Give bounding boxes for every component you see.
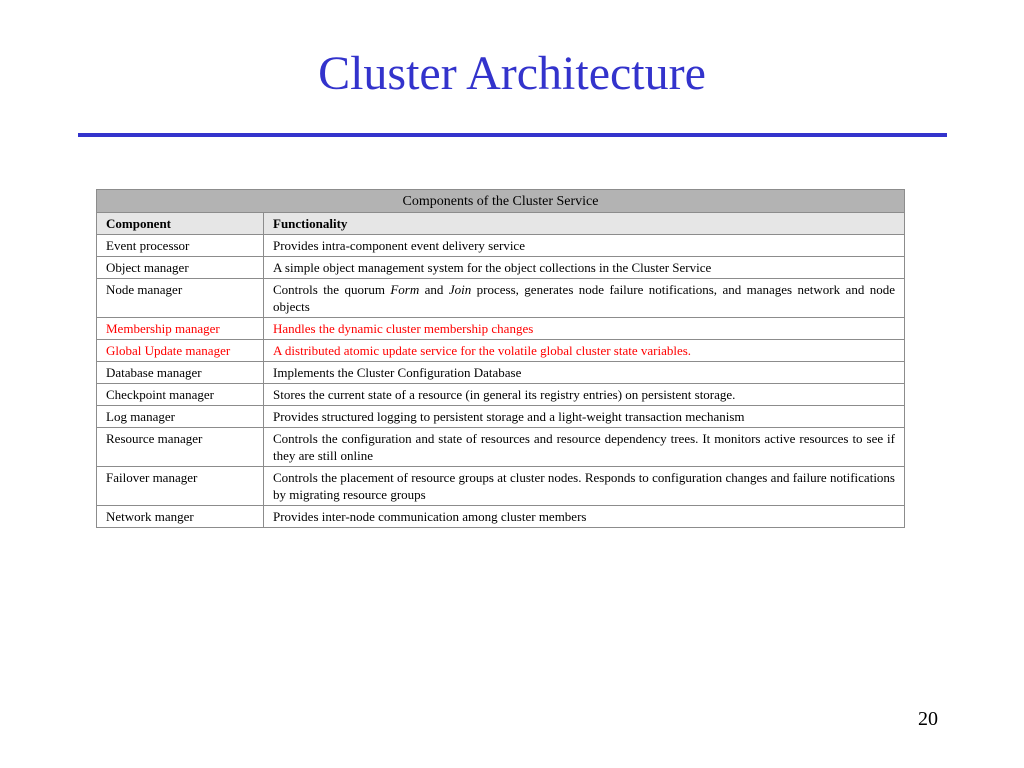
table-row bbox=[97, 257, 905, 279]
functionality-text: process, generates node failure notifications, and manages network and node objects bbox=[273, 282, 895, 314]
column-header-functionality: Functionality bbox=[264, 213, 905, 235]
functionality-cell: Controls the configuration and state of resources and resource dependency trees. It monitors active resources to see if they are still online bbox=[264, 428, 905, 467]
functionality-cell: A simple object management system for the object collections in the Cluster Service bbox=[264, 257, 905, 279]
table-row bbox=[97, 506, 905, 528]
component-cell: Database manager bbox=[97, 362, 264, 384]
component-cell: Event processor bbox=[97, 235, 264, 257]
functionality-cell: Stores the current state of a resource (in general its registry entries) on persistent storage. bbox=[264, 384, 905, 406]
component-cell: Resource manager bbox=[97, 428, 264, 467]
functionality-text: and bbox=[419, 282, 449, 297]
component-cell: Node manager bbox=[97, 279, 264, 318]
functionality-cell bbox=[264, 279, 905, 318]
table-row bbox=[97, 384, 905, 406]
title-underline bbox=[78, 133, 947, 137]
column-header-component: Component bbox=[97, 213, 264, 235]
component-cell: Object manager bbox=[97, 257, 264, 279]
table-row bbox=[97, 362, 905, 384]
table-row bbox=[97, 235, 905, 257]
table-header-row bbox=[97, 213, 905, 235]
slide-title: Cluster Architecture bbox=[318, 47, 706, 100]
functionality-cell: Provides structured logging to persistent storage and a light-weight transaction mechanism bbox=[264, 406, 905, 428]
functionality-cell: Controls the placement of resource groups at cluster nodes. Responds to configuration changes and failure notifications by migrating resource groups bbox=[264, 467, 905, 506]
component-cell: Global Update manager bbox=[97, 340, 264, 362]
table-caption: Components of the Cluster Service bbox=[97, 190, 905, 213]
functionality-text: Controls the quorum bbox=[273, 282, 391, 297]
component-cell: Membership manager bbox=[97, 318, 264, 340]
table-row bbox=[97, 279, 905, 318]
table-row bbox=[97, 428, 905, 467]
page-number: 20 bbox=[918, 708, 938, 730]
component-cell: Checkpoint manager bbox=[97, 384, 264, 406]
functionality-cell: Implements the Cluster Configuration Database bbox=[264, 362, 905, 384]
functionality-cell: Provides intra-component event delivery service bbox=[264, 235, 905, 257]
component-cell: Failover manager bbox=[97, 467, 264, 506]
functionality-cell: A distributed atomic update service for the volatile global cluster state variables. bbox=[264, 340, 905, 362]
functionality-emphasis: Join bbox=[448, 282, 472, 297]
components-table bbox=[96, 189, 905, 528]
component-cell: Log manager bbox=[97, 406, 264, 428]
table-row bbox=[97, 467, 905, 506]
table-row bbox=[97, 406, 905, 428]
functionality-cell: Provides inter-node communication among cluster members bbox=[264, 506, 905, 528]
table-row-highlighted bbox=[97, 340, 905, 362]
table-row-highlighted bbox=[97, 318, 905, 340]
functionality-emphasis: Form bbox=[390, 282, 420, 297]
functionality-cell: Handles the dynamic cluster membership changes bbox=[264, 318, 905, 340]
component-cell: Network manger bbox=[97, 506, 264, 528]
